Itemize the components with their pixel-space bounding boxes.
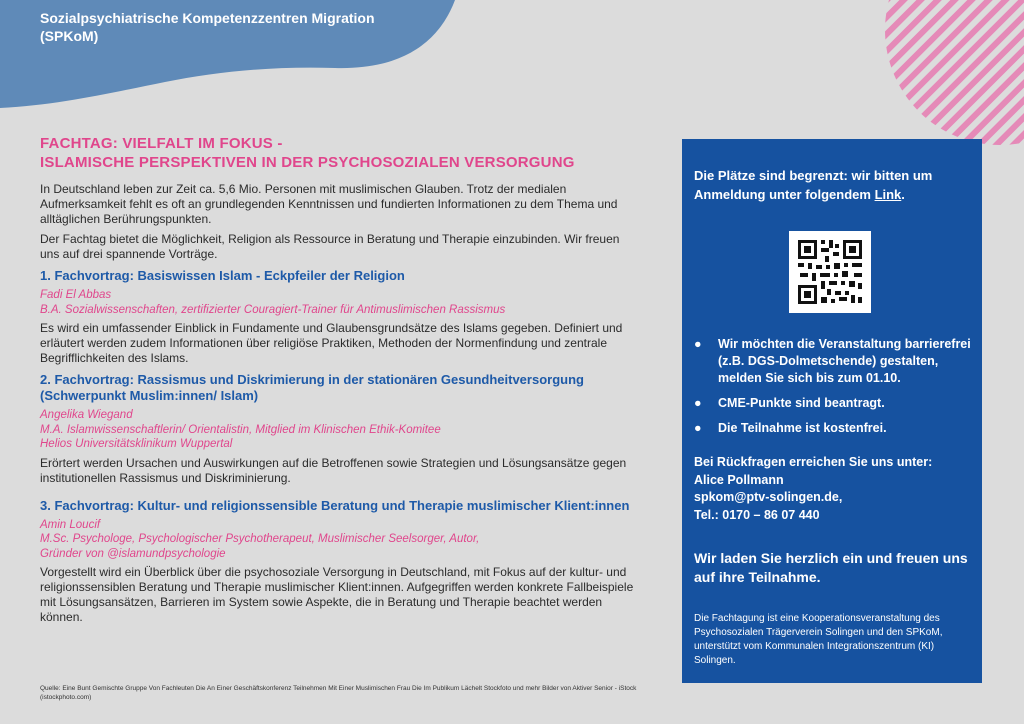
info-sidebar <box>682 139 982 683</box>
image-source-note: Quelle: Eine Bunt Gemischte Gruppe Von Fachleuten Die An Einer Geschäftskonferenz Teilnehmen Mit Einer Muslimischen Frau Die Im Publikum Lächelt Stockfoto und mehr Bilder von Aktiver Senior - iStock (istockphoto.com) <box>40 685 637 701</box>
bullet-text: Die Teilnahme ist kostenfrei. <box>718 421 887 435</box>
intro-paragraph-2: Der Fachtag bietet die Möglichkeit, Religion als Ressource in Beratung und Therapie einzubinden. Wir freuen uns auf drei spannende Vorträge. <box>40 232 620 261</box>
registration-link[interactable]: Link <box>874 187 902 202</box>
contact-intro: Bei Rückfragen erreichen Sie uns unter: <box>694 455 933 469</box>
bullet-cme <box>694 395 972 412</box>
talk-3-speaker <box>40 518 640 562</box>
bullet-dot-icon: ● <box>694 337 702 351</box>
registration-text <box>694 166 972 204</box>
talk-3-speaker-org: Gründer von @islamundpsychologie <box>40 547 226 560</box>
registration-end: . <box>901 187 905 202</box>
contact-block <box>694 454 972 524</box>
bullet-accessibility <box>694 336 972 387</box>
bullet-text: CME-Punkte sind beantragt. <box>718 396 885 410</box>
qr-code-icon <box>789 231 871 313</box>
talk-1-speaker-role: B.A. Sozialwissenschaften, zertifizierter Couragiert-Trainer für Antimuslimischen Rassismus <box>40 303 506 316</box>
talk-1-title: 1. Fachvortrag: Basiswissen Islam - Eckpfeiler der Religion <box>40 268 405 283</box>
main-content <box>40 134 640 630</box>
talk-3-speaker-name: Amin Loucif <box>40 518 101 531</box>
talk-1-speaker-name: Fadi El Abbas <box>40 289 112 301</box>
talk-3-description: Vorgestellt wird ein Überblick über die psychosoziale Versorgung in Deutschland, mit Fokus auf der kultur- und religionssensiblen Beratung und Therapie muslimischer Klient:innen. Aufgegriffen werden konkrete Fallbeispiele mit Lösungsansätzen, Barrieren im System sowie Aspekte, die in Beratung und Therapie beachtet werden können. <box>40 565 634 624</box>
talk-2-speaker-org: Helios Universitätsklinikum Wuppertal <box>40 438 233 450</box>
talk-1-description: Es wird ein umfassender Einblick in Fundamente und Glaubensgrundsätze des Islams gegeben. Definiert und erläutert werden zudem Informationen über religiöse Praktiken, Methoden der Normenfindung und zentrale Begrifflichkeiten des Islams. <box>40 321 623 365</box>
talk-2-speaker-role: M.A. Islamwissenschaftlerin/ Orientalistin, Mitglied im Klinischen Ethik-Komitee <box>40 423 441 436</box>
bullet-dot-icon: ● <box>694 396 702 410</box>
talk-3-speaker-role: M.Sc. Psychologe, Psychologischer Psychotherapeut, Muslimischer Seelsorger, Autor, <box>40 533 480 545</box>
talk-2-speaker-name: Angelika Wiegand <box>40 409 133 421</box>
cooperation-note: Die Fachtagung ist eine Kooperationsveranstaltung des Psychosozialen Trägerverein Solingen und den SPKoM, unterstützt vom Kommunalen Integrationszentrum (KI) Solingen. <box>694 613 943 666</box>
event-headline <box>40 134 640 172</box>
talk-1-speaker <box>40 288 640 317</box>
talk-2-title: 2. Fachvortrag: Rassismus und Diskrimierung in der stationären Gesundheitversorgung (Schwerpunkt Muslim:innen/ Islam) <box>40 372 584 403</box>
organization-title <box>40 9 420 45</box>
talk-2-description: Erörtert werden Ursachen und Auswirkungen auf die Betroffenen sowie Strategien und Lösungsansätze gegen institutionellen Rassismus und Diskriminierung. <box>40 455 627 485</box>
qr-code[interactable] <box>789 231 871 313</box>
registration-prompt: Die Plätze sind begrenzt: wir bitten um Anmeldung unter folgendem <box>694 168 933 202</box>
intro-paragraph-1: In Deutschland leben zur Zeit ca. 5,6 Mio. Personen mit muslimischen Glauben. Trotz der medialen Aufmerksamkeit fehlt es oft an grundlegenden Kenntnissen und fundierten Informationen zu dem Thema und alltäglichen Berührungspunkten. <box>40 182 618 226</box>
contact-name: Alice Pollmann <box>694 472 784 487</box>
contact-email[interactable]: spkom@ptv-solingen.de, <box>694 490 843 504</box>
bullet-dot-icon: ● <box>694 421 702 435</box>
organization-name: Sozialpsychiatrische Kompetenzzentren Migration <box>40 10 375 26</box>
talk-2-speaker <box>40 408 640 452</box>
info-bullet-list <box>694 336 972 445</box>
bullet-free <box>694 420 972 437</box>
striped-circle <box>880 0 1024 150</box>
bullet-text: Wir möchten die Veranstaltung barrierefrei (z.B. DGS-Dolmetschende) gestalten, melden Sie sich bis zum 01.10. <box>718 337 971 385</box>
headline-line-2: ISLAMISCHE PERSPEKTIVEN IN DER PSYCHOSOZIALEN VERSORGUNG <box>40 154 575 171</box>
talk-3-title: 3. Fachvortrag: Kultur- und religionssensible Beratung und Therapie muslimischer Klient:innen <box>40 497 630 513</box>
invitation-text: Wir laden Sie herzlich ein und freuen uns auf ihre Teilnahme. <box>694 550 968 585</box>
headline-line-1: FACHTAG: VIELFALT IM FOKUS - <box>40 135 283 152</box>
organization-abbreviation: (SPKoM) <box>40 28 99 44</box>
contact-phone[interactable]: Tel.: 0170 – 86 07 440 <box>694 507 820 522</box>
